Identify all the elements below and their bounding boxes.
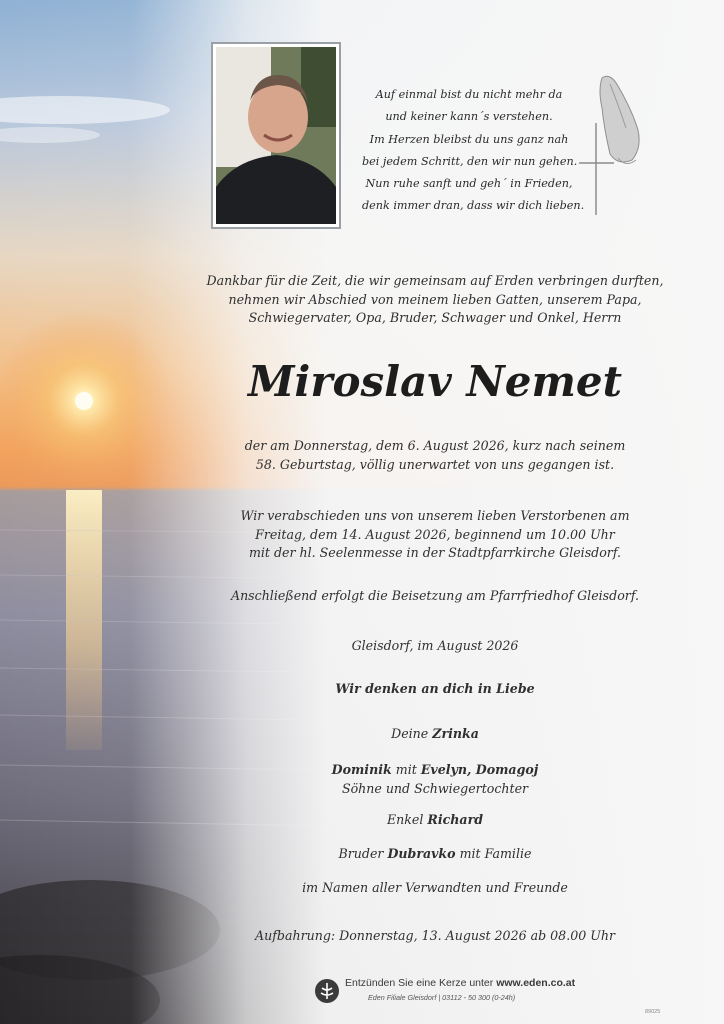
poem-line: und keiner kann´s verstehen. [385,110,553,124]
poem-line: Auf einmal bist du nicht mehr da [375,88,563,101]
grand-prefix: Enkel [386,812,428,827]
eden-logo-icon [314,978,340,1004]
intro-line: Dankbar für die Zeit, die wir gemeinsam auf Erden verbringen durften, [206,273,664,288]
sons-role: Söhne und Schwiegertochter [341,780,529,796]
death-notice-text [200,437,670,474]
praying-hands-cross-icon [574,68,644,218]
mourner-grandchild [200,812,670,827]
candle-prefix: Entzünden Sie eine Kerze unter [345,977,497,989]
brother-name: Dubravko [387,846,456,861]
intro-text [200,272,670,328]
son-partners: Evelyn, Domagoj [420,762,539,777]
poem-line: Nun ruhe sanft und geh´ in Frieden, [365,177,573,191]
mourner-brother [200,846,670,861]
service-line: mit der hl. Seelenmesse in der Stadtpfarrkirche Gleisdorf. [248,545,622,560]
funeral-service-text [200,507,670,563]
poem-line: bei jedem Schritt, den wir nun gehen. [362,154,578,168]
candle-link-text [345,977,575,989]
deceased-name: Miroslav Nemet [247,357,623,406]
portrait-photo [216,47,336,224]
son-name: Dominik [331,762,392,777]
mourner-relatives: im Namen aller Verwandten und Freunde [302,880,568,895]
mourner-wife [200,726,670,741]
viewing-info: Aufbahrung: Donnerstag, 13. August 2026 ab 08.00 Uhr [255,928,615,943]
poem-line: denk immer dran, dass wir dich lieben. [362,199,585,213]
place-date: Gleisdorf, im August 2026 [351,638,519,653]
wife-name: Zrinka [432,726,479,741]
grand-name: Richard [427,812,484,827]
service-line: Wir verabschieden uns von unserem lieben Verstorbenen am [240,508,630,523]
wife-prefix: Deine [391,726,433,741]
document-code: 89025 [645,1009,661,1015]
brother-prefix: Bruder [338,846,388,861]
service-line: Freitag, dem 14. August 2026, beginnend um 10.00 Uhr [255,526,615,542]
burial-text: Anschließend erfolgt die Beisetzung am Pfarrfriedhof Gleisdorf. [230,588,640,603]
mourner-sons [200,761,670,798]
intro-line: nehmen wir Abschied von meinem lieben Gatten, unserem Papa, [228,291,642,307]
brother-suffix: mit Familie [455,846,532,861]
footer [314,976,614,1010]
branch-info: Eden Filiale Gleisdorf | 03112 - 50 300 (0-24h) [368,993,516,1002]
death-line: der am Donnerstag, dem 6. August 2026, kurz nach seinem [244,438,626,453]
poem-line: Im Herzen bleibst du uns ganz nah [369,132,569,146]
death-line: 58. Geburtstag, völlig unerwartet von uns gegangen ist. [255,456,615,472]
sons-mid: mit [391,762,421,777]
eden-url-link[interactable]: www.eden.co.at [496,977,576,989]
portrait-photo-frame [211,42,341,229]
memorial-poem [362,84,585,218]
in-love-line: Wir denken an dich in Liebe [335,681,535,696]
intro-line: Schwiegervater, Opa, Bruder, Schwager und Onkel, Herrn [248,310,622,325]
